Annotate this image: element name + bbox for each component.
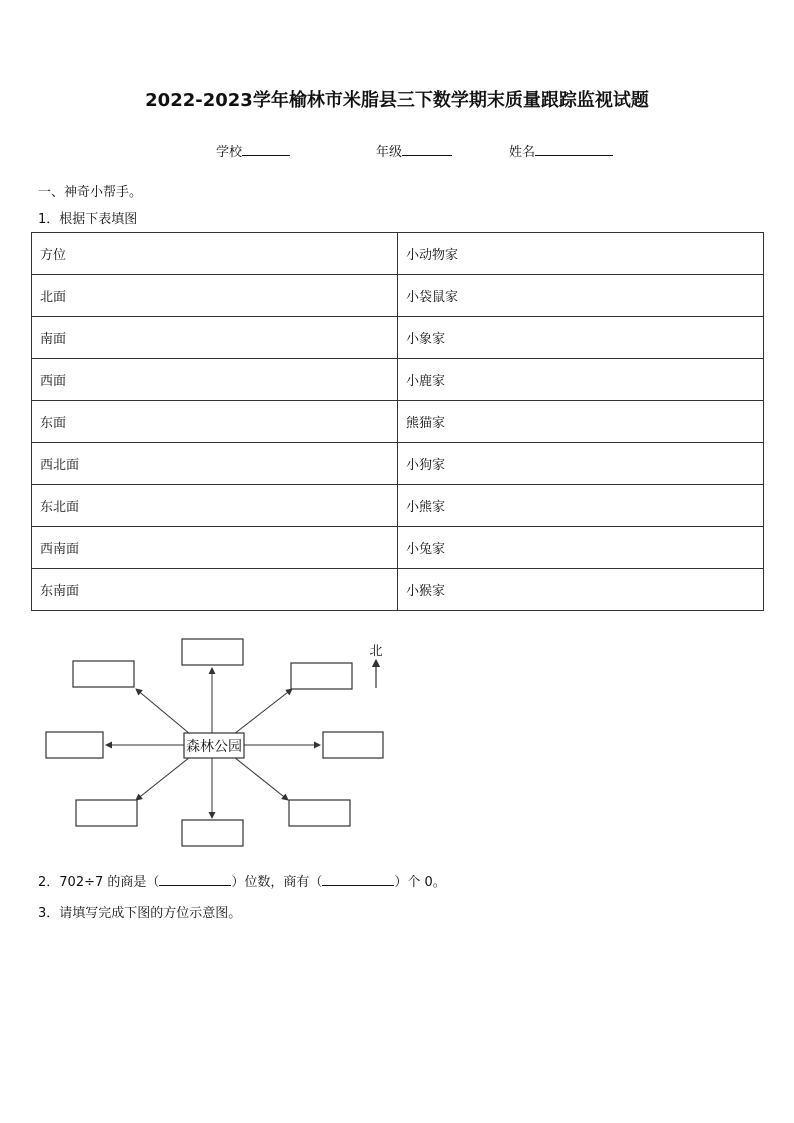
box-west[interactable] (46, 732, 103, 758)
box-east[interactable] (323, 732, 383, 758)
direction-cell: 方位 (32, 233, 398, 275)
direction-cell: 西南面 (32, 527, 398, 569)
name-blank[interactable] (535, 142, 613, 156)
grade-field (376, 141, 452, 160)
center-label: 森林公园 (186, 739, 242, 755)
table-row (32, 569, 764, 611)
school-label: 学校 (216, 145, 243, 160)
box-south[interactable] (182, 820, 243, 846)
question-2-pre: 702÷7 的商是（ (59, 875, 160, 890)
school-blank[interactable] (242, 142, 290, 156)
name-label: 姓名 (509, 145, 536, 160)
grade-label: 年级 (376, 145, 403, 160)
animal-home-cell: 小袋鼠家 (398, 275, 764, 317)
direction-cell: 北面 (32, 275, 398, 317)
question-3: 3．请填写完成下图的方位示意图。 (38, 906, 242, 921)
animal-home-cell: 小熊家 (398, 485, 764, 527)
direction-cell: 西北面 (32, 443, 398, 485)
table-row (32, 275, 764, 317)
quotient-digits-blank[interactable] (159, 873, 231, 886)
animal-home-cell: 小猴家 (398, 569, 764, 611)
question-2-mid: ）位数，商有（ (231, 875, 323, 890)
question-1-label: 1．根据下表填图 (38, 212, 138, 227)
animal-home-cell: 熊猫家 (398, 401, 764, 443)
box-southeast[interactable] (289, 800, 350, 826)
animal-home-cell: 小兔家 (398, 527, 764, 569)
name-field (509, 141, 613, 160)
table-row (32, 317, 764, 359)
direction-cell: 东南面 (32, 569, 398, 611)
box-northwest[interactable] (73, 661, 134, 687)
school-field (216, 141, 290, 160)
table-row (32, 485, 764, 527)
north-label: 北 (369, 644, 383, 659)
direction-diagram (40, 630, 400, 855)
table-header-row (32, 233, 764, 275)
table-row (32, 443, 764, 485)
animal-home-cell: 小鹿家 (398, 359, 764, 401)
grade-blank[interactable] (402, 142, 452, 156)
box-southwest[interactable] (76, 800, 137, 826)
table-row (32, 401, 764, 443)
zero-count-blank[interactable] (322, 873, 394, 886)
table-row (32, 359, 764, 401)
box-north[interactable] (182, 639, 243, 665)
animal-home-cell: 小动物家 (398, 233, 764, 275)
direction-cell: 南面 (32, 317, 398, 359)
direction-cell: 西面 (32, 359, 398, 401)
question-2-num: 2． (38, 875, 60, 890)
question-2-post: ）个 0。 (394, 875, 446, 890)
page-title: 2022-2023学年榆林市米脂县三下数学期末质量跟踪监视试题 (145, 90, 649, 111)
direction-cell: 东面 (32, 401, 398, 443)
box-northeast[interactable] (291, 663, 352, 689)
table-row (32, 527, 764, 569)
animal-home-cell: 小象家 (398, 317, 764, 359)
section-heading: 一、神奇小帮手。 (38, 185, 143, 200)
direction-cell: 东北面 (32, 485, 398, 527)
animal-home-cell: 小狗家 (398, 443, 764, 485)
question-2 (38, 871, 446, 890)
direction-table (31, 232, 764, 611)
